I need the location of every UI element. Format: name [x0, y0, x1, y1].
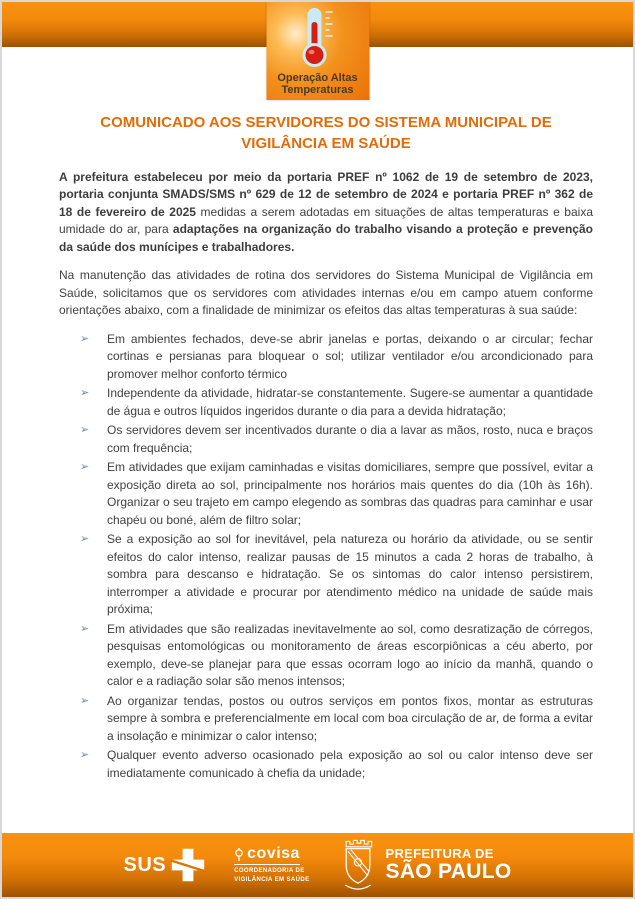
covisa-logo — [234, 846, 309, 883]
sus-logo — [124, 847, 207, 883]
list-item — [59, 331, 593, 384]
sus-cross-icon — [170, 847, 206, 883]
list-item — [59, 422, 593, 457]
intro-paragraph — [59, 169, 593, 257]
arrow-bullet-icon: ➢ — [80, 461, 90, 474]
list-item-text: Se a exposição ao sol for inevitável, pela natureza ou horário da atividade, ou se sentir efeitos do calor intenso, realizar pausas de 15 minutos a cada 2 horas de trabalho, à sombra para descanso e hidratação. Se os sintomas do calor intenso persistirem, interromper a atividade e procurar por atendimento médico na unidade de saúde mais próxima; — [107, 532, 593, 617]
list-item — [59, 459, 593, 529]
intro-bold-2: adaptações na organização do trabalho visando a proteção e prevenção da saúde dos munícipes e trabalhadores. — [59, 222, 593, 254]
covisa-magnifier-icon — [234, 847, 245, 862]
second-paragraph: Na manutenção das atividades de rotina dos servidores do Sistema Municipal de Vigilância em Saúde, solicitamos que os servidores com atividades internas e/ou em campo atuem conforme orientações abaixo, com a finalidade de minimizar os efeitos das altas temperaturas à sua saúde: — [59, 268, 593, 318]
list-item — [59, 621, 593, 691]
prefeitura-line1: PREFEITURA DE — [385, 846, 494, 862]
sao-paulo-crest-icon — [338, 837, 378, 893]
arrow-bullet-icon: ➢ — [80, 387, 90, 400]
list-item-text: Ao organizar tendas, postos ou outros serviços em pontos fixos, montar as estruturas sempre à sombra e preferencialmente em local com boa circulação de ar, de forma a evitar a insolação e minimizar o calor intenso; — [107, 693, 593, 743]
page-title: COMUNICADO AOS SERVIDORES DO SISTEMA MUNICIPAL DE VIGILÂNCIA EM SAÚDE — [100, 114, 552, 153]
arrow-bullet-icon: ➢ — [80, 332, 90, 345]
list-item — [59, 747, 593, 782]
list-item-text: Qualquer evento adverso ocasionado pela exposição ao sol ou calor intenso deve ser imediatamente comunicado à chefia da unidade; — [107, 748, 593, 780]
list-item-text: Em atividades que são realizadas inevitavelmente ao sol, como desratização de córregos, pesquisas entomológicas ou monitoramento de áreas escorpiônicas a céu aberto, por exemplo, deve-se planejar para que essas ocorram logo ao início da manhã, quando o calor e a radiação solar são menos intensos; — [107, 621, 593, 689]
arrow-bullet-icon: ➢ — [80, 749, 90, 762]
arrow-bullet-icon: ➢ — [80, 533, 90, 546]
list-item-text: Independente da atividade, hidratar-se constantemente. Sugere-se aumentar a quantidade de água e outros líquidos ingeridos durante o dia para a devida hidratação; — [107, 386, 593, 418]
list-item-text: Em ambientes fechados, deve-se abrir janelas e portas, deixando o ar circular; fechar cortinas e persianas para bloquear o sol; utilizar ventilador e/ou arcondicionado para promover melhor conforto térmico — [107, 331, 593, 381]
arrow-bullet-icon: ➢ — [80, 694, 90, 707]
thermometer-icon — [293, 6, 343, 68]
badge-label: Operação Altas Temperaturas — [277, 71, 358, 97]
footer-logos — [2, 833, 633, 897]
document-body — [59, 112, 593, 784]
covisa-label: covisa — [247, 845, 300, 863]
arrow-bullet-icon: ➢ — [80, 622, 90, 635]
list-item — [59, 531, 593, 619]
list-item-text: Os servidores devem ser incentivados durante o dia a lavar as mãos, rosto, nuca e braços com frequência; — [107, 423, 593, 455]
list-item — [59, 693, 593, 746]
covisa-subtitle: COORDENADORIA DE VIGILÂNCIA EM SAÚDE — [234, 868, 310, 883]
prefeitura-logo — [338, 837, 512, 893]
prefeitura-line2: SÃO PAULO — [385, 859, 512, 883]
bullet-list — [59, 331, 593, 783]
sus-label: SUS — [123, 853, 167, 876]
intro-regular-1: medidas a serem adotadas em situações de altas temperaturas e baixa umidade do ar, para — [59, 204, 593, 237]
operacao-altas-temperaturas-badge — [266, 2, 369, 100]
list-item — [59, 385, 593, 420]
arrow-bullet-icon: ➢ — [80, 424, 90, 437]
list-item-text: Em atividades que exijam caminhadas e visitas domiciliares, sempre que possível, evitar a exposição direta ao sol, principalmente nos horários mais quentes do dia (10h às 16h). Organizar o seu trajeto em campo elegendo as sombras das quadras para caminhar e usar chapéu ou boné, além de filtro solar; — [107, 460, 593, 527]
intro-bold-1: A prefeitura estabeleceu por meio da portaria PREF nº 1062 de 19 de setembro de 2023, portaria conjunta SMADS/SMS nº 629 de 12 de setembro de 2024 e portaria PREF nº 362 de 18 de fevereiro de 2025 — [59, 169, 593, 219]
